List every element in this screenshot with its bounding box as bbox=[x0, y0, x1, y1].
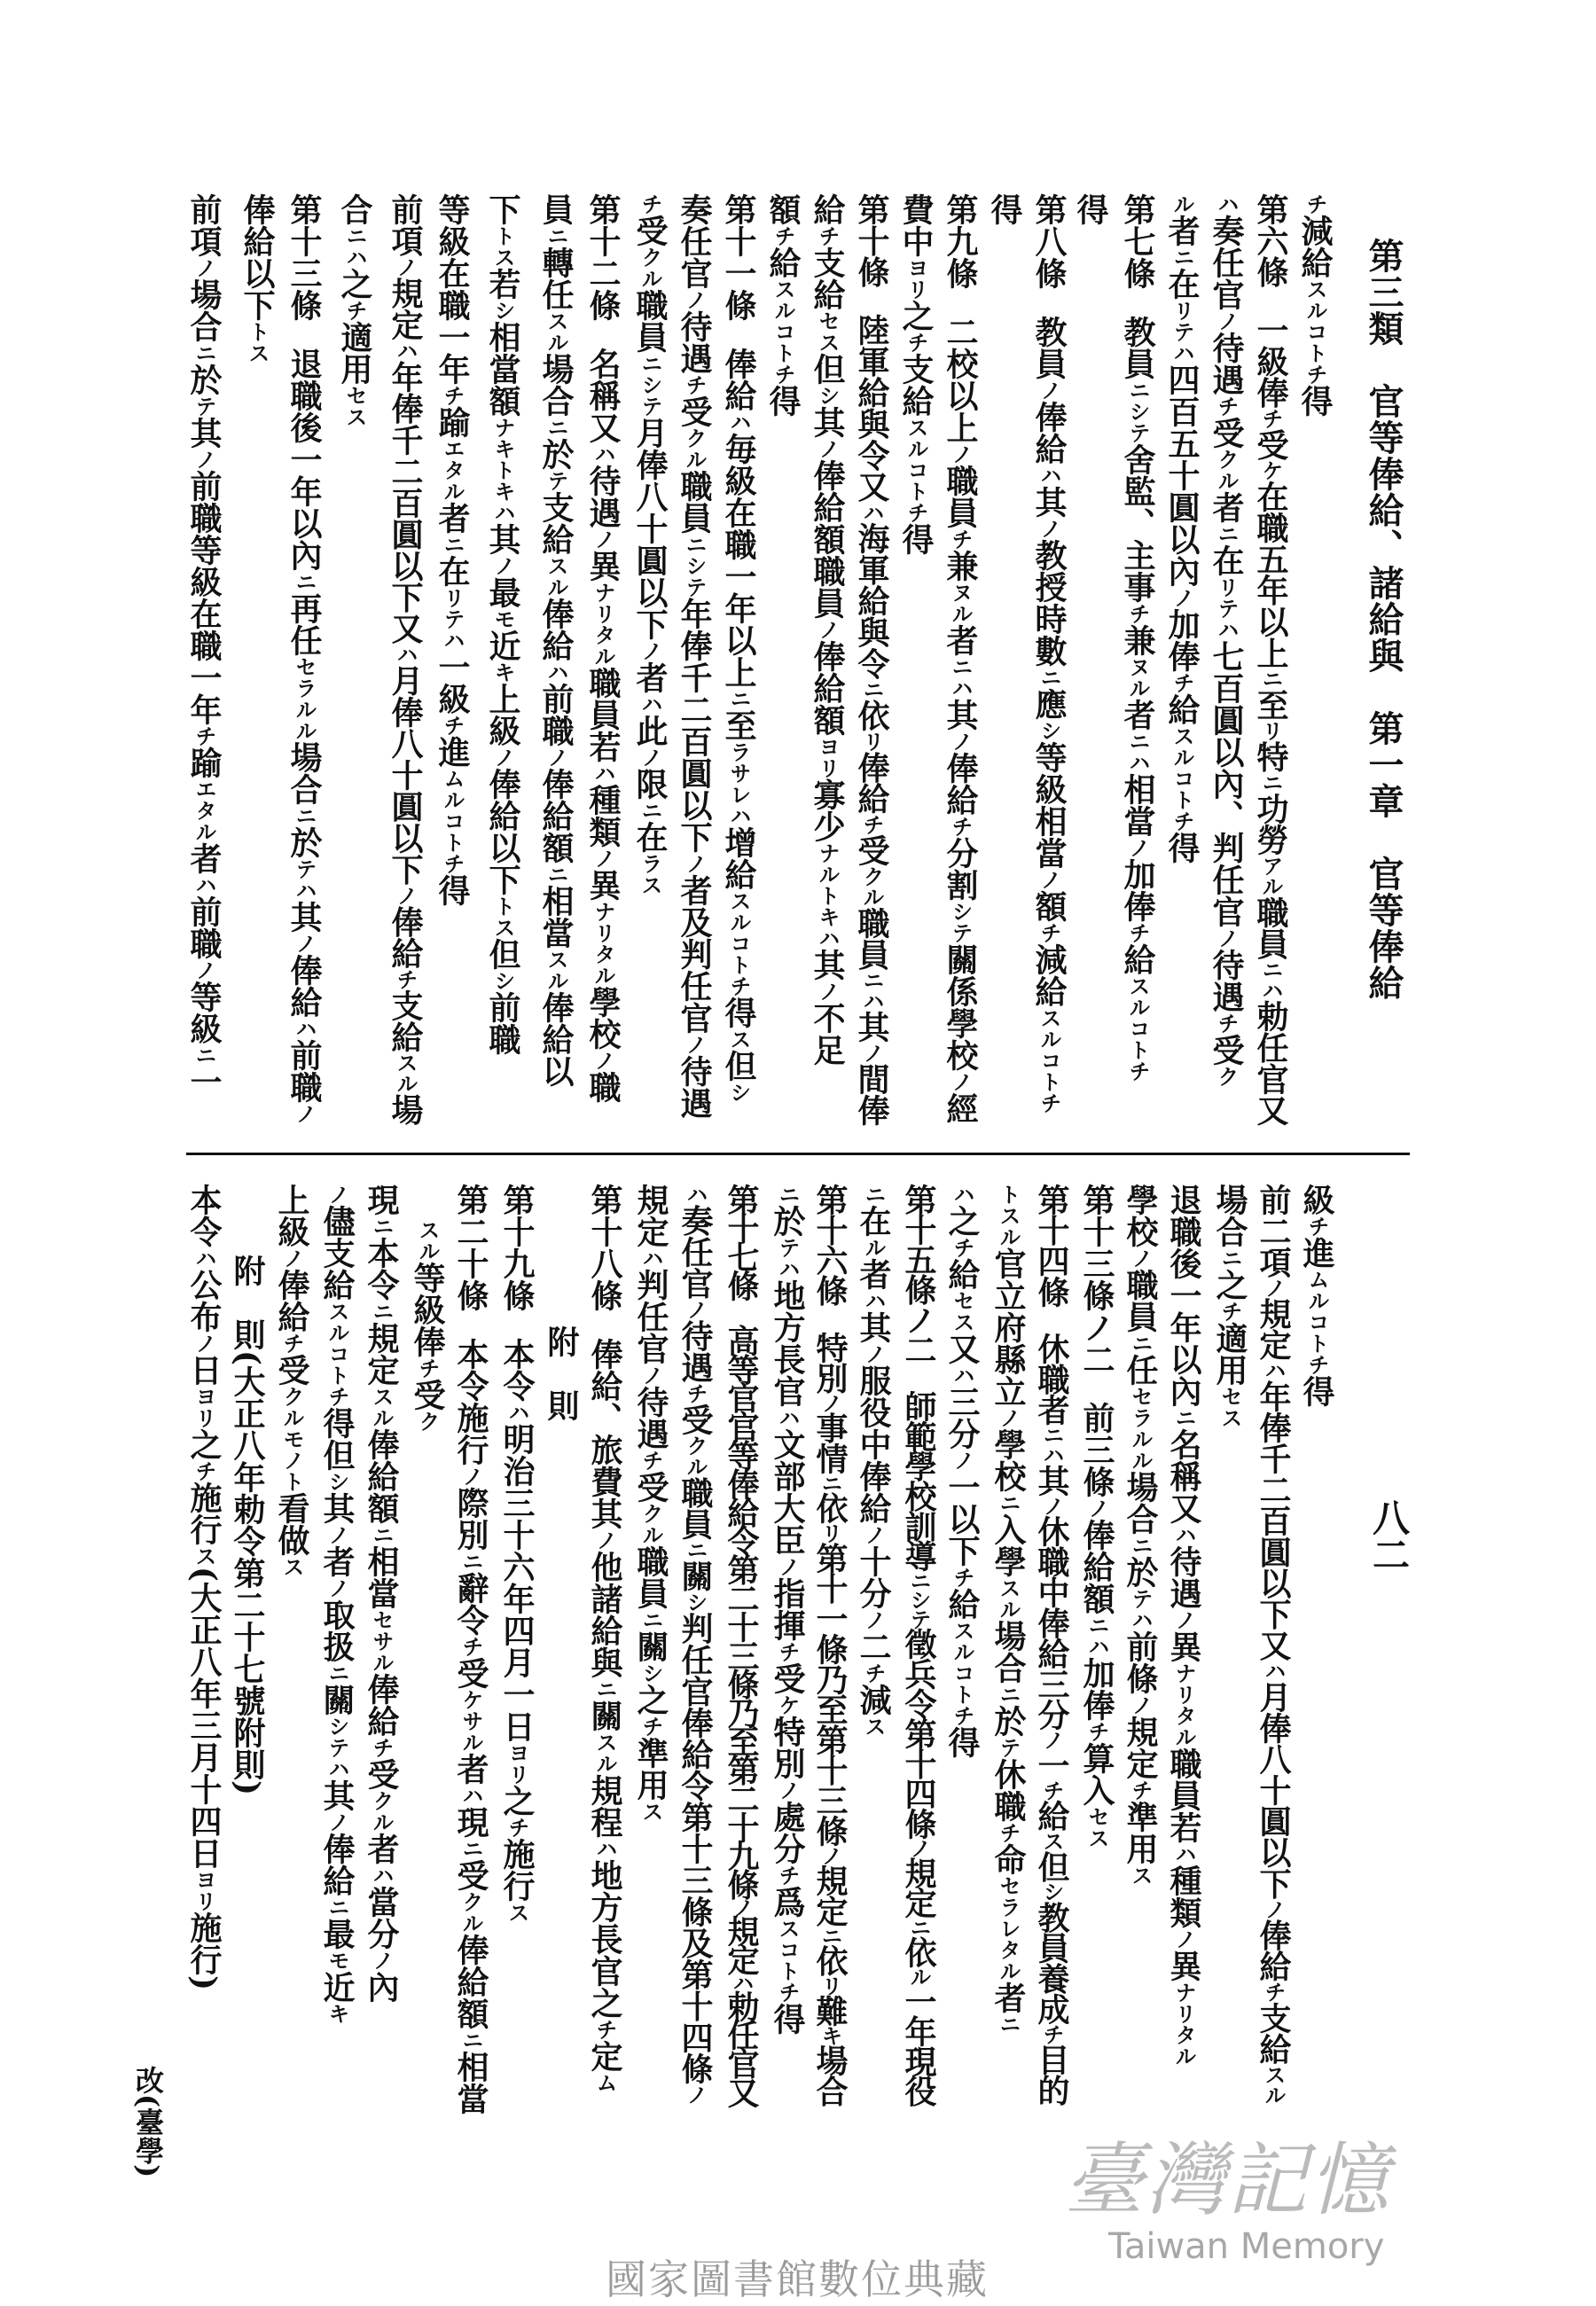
page-number: 八二 bbox=[1367, 1498, 1411, 1573]
line-text: ル者ニ在リテハ四百五十圓以內ノ加俸チ給スルコトチ得 bbox=[1163, 193, 1201, 864]
watermark-chinese: 臺灣記憶 bbox=[1064, 2134, 1390, 2227]
line-text: 一級俸チ受ケ在職五年以上ニ至リ特ニ功勞アル職員ニハ勅任官又 bbox=[1252, 313, 1289, 1125]
article-line bbox=[716, 193, 762, 1103]
text-line bbox=[628, 1184, 674, 1822]
line-text: 本令施行ノ際別ニ辭令チ受ケサル者ハ現ニ受クル俸給額ニ相當 bbox=[452, 1338, 489, 2114]
article-number: 第十八條 bbox=[586, 1184, 623, 1311]
text-line bbox=[358, 1184, 404, 2003]
line-text: 陸軍給與令又ハ海軍給與令ニ依リ俸給チ受クル職員ニハ其ノ間俸 bbox=[853, 313, 890, 1125]
line-text: 二校以上ノ職員チ兼ヌル者ニハ其ノ俸給チ分割シテ關係學校ノ經 bbox=[942, 316, 979, 1124]
text-line bbox=[314, 1184, 360, 2024]
article-line bbox=[1115, 193, 1161, 1082]
article-line bbox=[937, 193, 983, 1124]
text-line bbox=[429, 193, 475, 906]
article-line bbox=[1248, 193, 1294, 1125]
text-line bbox=[1117, 1184, 1163, 1886]
taiwan-memory-watermark bbox=[1064, 2134, 1436, 2279]
text-line bbox=[1068, 193, 1114, 225]
article-number: 第十三條ノ二 bbox=[1078, 1184, 1115, 1375]
text-line bbox=[1207, 1184, 1253, 1428]
article-line bbox=[448, 1184, 494, 2114]
article-number: 第九條 bbox=[942, 193, 979, 289]
line-text: 合ニハ之チ適用セス bbox=[336, 193, 373, 427]
line-text: チ減給スルコトチ得 bbox=[1296, 193, 1334, 417]
line-text: 等級在職一年チ踰エタル者ニ在リテハ一級チ進ムルコトチ得 bbox=[434, 193, 471, 906]
line-text: 現ニ本令ニ規定スル俸給額ニ相當セサル俸給チ受クル者ハ當分ノ內 bbox=[363, 1184, 400, 2003]
line-text: 得 bbox=[986, 193, 1023, 225]
text-line bbox=[1294, 1184, 1340, 1407]
text-line bbox=[1250, 1184, 1296, 2105]
article-number: 第十一條 bbox=[720, 193, 757, 321]
article-number: 第十五條ノ二 bbox=[900, 1184, 937, 1364]
line-text: トスル官立府縣立ノ學校ニ入學スル場合ニ於テ休職チ命セラレタル者ニ bbox=[990, 1184, 1027, 2035]
line-text: 下トス若シ相當額ナキトキハ其ノ最モ近キ上級ノ俸給以下トス但シ前職 bbox=[484, 193, 521, 1055]
line-text: 本令ハ公布ノ日ヨリ之チ施行ス(大正八年三月十四日ヨリ施行) bbox=[185, 1184, 223, 1991]
line-text: ハ奏任官ノ待遇チ受クル者ニ在リテハ七百圓以內、判任官ノ待遇チ受ク bbox=[1208, 193, 1245, 1087]
article-number: 第十四條 bbox=[1033, 1184, 1070, 1307]
article-line bbox=[580, 193, 626, 1103]
line-text: 前二項ノ規定ハ年俸千二百圓以下又ハ月俸八十圓以下ノ俸給チ支給スル bbox=[1255, 1184, 1292, 2105]
line-text: ニ在ル者ハ其ノ服役中俸給ノ十分ノ二チ減ス bbox=[855, 1184, 892, 1737]
text-line bbox=[269, 1184, 315, 1577]
article-line bbox=[582, 1184, 628, 2093]
library-footer: 國家圖書館數位典藏 bbox=[606, 2255, 989, 2303]
article-number: 第八條 bbox=[1030, 193, 1068, 289]
line-text: 奏任官ノ待遇チ受クル職員ニシテ年俸千二百圓以下ノ者及判任官ノ待遇 bbox=[676, 193, 713, 1119]
line-text: 高等官官等俸給令第二十三條乃至第二十九條ノ規定ハ勅任官又 bbox=[723, 1325, 760, 2105]
text-line bbox=[1159, 193, 1205, 864]
line-text: 師範學校訓導ニシテ徵兵令第十四條ノ規定ニ依ル一年現役 bbox=[900, 1389, 937, 2105]
text-line bbox=[982, 193, 1028, 225]
line-text: 俸給以下トス bbox=[239, 193, 276, 363]
line-text: 俸給、旅費其ノ他諸給與ニ關スル規程ハ地方長官之チ定ム bbox=[586, 1338, 623, 2093]
line-text: 員ニ轉任スル場合ニ於テ支給スル俸給ハ前職ノ俸給額ニ相當スル俸給以 bbox=[537, 193, 575, 1087]
text-line bbox=[224, 1255, 270, 1795]
article-number: 第六條 bbox=[1252, 193, 1289, 287]
line-text: 特別ノ事情ニ依リ第十一條乃至第十三條ノ規定ニ依リ難キ場合 bbox=[811, 1331, 849, 2105]
line-text: ハ奏任官ノ待遇チ受クル職員ニ關シ判任官俸給令第十三條及第十四條ノ bbox=[677, 1184, 714, 2105]
line-text: 前項ノ場合ニ於テ其ノ前職等級在職一年チ踰エタル者ハ前職ノ等級ニ一 bbox=[185, 193, 223, 1098]
text-line bbox=[480, 193, 526, 1055]
article-line bbox=[807, 1184, 853, 2105]
article-number: 第十七條 bbox=[723, 1184, 760, 1299]
text-line bbox=[533, 193, 579, 1087]
line-text: 給チ支給セス但シ其ノ俸給額職員ノ俸給額ヨリ寡少ナルトキハ其ノ不足 bbox=[809, 193, 846, 1066]
article-line bbox=[1029, 1184, 1075, 2105]
text-line bbox=[332, 193, 378, 427]
text-line bbox=[804, 193, 850, 1066]
article-number: 第十六條 bbox=[811, 1184, 849, 1305]
line-text: 退職後一年以內ニ再任セラルル場合ニ於テハ其ノ俸給ハ前職ノ bbox=[286, 348, 323, 1124]
text-line bbox=[671, 193, 717, 1119]
article-number: 第十二條 bbox=[584, 193, 622, 321]
text-line bbox=[538, 1325, 584, 1421]
text-line bbox=[627, 193, 673, 895]
text-line bbox=[939, 1184, 985, 1758]
text-line bbox=[234, 193, 280, 363]
revision-stamp: 改(臺學) bbox=[131, 2066, 165, 2178]
line-text: 前項ノ規定ハ年俸千二百圓以下又ハ月俸八十圓以下ノ俸給チ支給スル場 bbox=[387, 193, 424, 1125]
article-line bbox=[1026, 193, 1072, 1114]
line-text: スル等級俸チ受ク bbox=[409, 1219, 446, 1432]
line-text: 附 則 bbox=[543, 1325, 580, 1421]
text-line bbox=[985, 1184, 1031, 2035]
line-text: 名稱又ハ待遇ノ異ナリタル職員若ハ種類ノ異ナリタル學校ノ職 bbox=[584, 348, 622, 1103]
line-text: 上級ノ俸給チ受クルモノト看做ス bbox=[273, 1184, 310, 1577]
line-text: 規定ハ判任官ノ待遇チ受クル職員ニ關シ之チ準用ス bbox=[632, 1184, 669, 1822]
line-text: 附 則(大正八年勅令第二十七號附則) bbox=[229, 1255, 266, 1796]
text-line bbox=[382, 193, 428, 1125]
line-text: ハ之チ給セス又ハ三分ノ一以下チ給スルコトチ得 bbox=[943, 1184, 981, 1758]
text-line bbox=[893, 193, 939, 555]
text-line bbox=[850, 1184, 896, 1737]
text-line bbox=[1292, 193, 1338, 417]
article-line bbox=[494, 1184, 540, 1923]
article-number: 第十九條 bbox=[498, 1184, 536, 1311]
text-line bbox=[1203, 193, 1249, 1087]
line-text: 學校ノ職員ニ任セラルル場合ニ於テハ前條ノ規定チ準用ス bbox=[1122, 1184, 1159, 1886]
text-line bbox=[672, 1184, 718, 2105]
line-text: 本令ハ明治三十六年四月一日ヨリ之チ施行ス bbox=[498, 1338, 536, 1923]
text-line bbox=[760, 193, 806, 417]
text-line bbox=[404, 1219, 450, 1432]
section-divider bbox=[186, 1153, 1410, 1155]
line-text: 級チ進ムルコトチ得 bbox=[1298, 1184, 1335, 1407]
line-text: 教員ノ俸給ハ其ノ教授時數ニ應シ等級相當ノ額チ減給スルコトチ bbox=[1030, 316, 1068, 1114]
text-line bbox=[181, 1184, 227, 1990]
article-number: 第十三條 bbox=[286, 193, 323, 321]
article-line bbox=[281, 193, 327, 1124]
line-text: 前三條ノ俸給額ニハ加俸チ算入セス bbox=[1078, 1402, 1115, 1849]
line-text: ノ儘支給スルコトチ得但シ其ノ者ノ取扱ニ關シテハ其ノ俸給ニ最モ近キ bbox=[318, 1184, 356, 2024]
article-line bbox=[1074, 1184, 1120, 1849]
article-line bbox=[896, 1184, 942, 2105]
line-text: ニ於テハ地方長官ハ文部大臣ノ指揮チ受ケ特別ノ處分チ爲スコトチ得 bbox=[769, 1184, 806, 2035]
line-text: チ受クル職員ニシテ月俸八十圓以下ノ者ハ此ノ限ニ在ラス bbox=[631, 193, 669, 895]
line-text: 俸給ハ毎級在職一年以上ニ至ラサレハ增給スルコトチ得ス但シ bbox=[720, 348, 757, 1103]
line-text: 退職後一年以內ニ名稱又ハ待遇ノ異ナリタル職員若ハ種類ノ異ナリタル bbox=[1165, 1184, 1202, 2067]
running-title: 第三類 官等俸給、諸給與 第一章 官等俸給 bbox=[1363, 238, 1404, 1001]
line-text: 得 bbox=[1072, 193, 1109, 225]
line-text: 費中ヨリ之チ支給スルコトチ得 bbox=[897, 193, 935, 555]
article-number: 第十條 bbox=[853, 193, 890, 287]
text-line bbox=[764, 1184, 810, 2035]
article-line bbox=[849, 193, 895, 1125]
line-text: 教員ニシテ舍監、主事チ兼ヌル者ニハ相當ノ加俸チ給スルコトチ bbox=[1119, 316, 1156, 1082]
watermark-english: Taiwan Memory bbox=[1108, 2226, 1385, 2267]
line-text: 額チ給スルコトチ得 bbox=[764, 193, 802, 417]
article-line bbox=[718, 1184, 764, 2105]
article-number: 第七條 bbox=[1119, 193, 1156, 289]
line-text: 休職者ニハ其ノ休職中俸給三分ノ一チ給ス但シ教員養成チ目的 bbox=[1033, 1333, 1070, 2105]
article-number: 第二十條 bbox=[452, 1184, 489, 1311]
text-line bbox=[1161, 1184, 1207, 2067]
line-text: 場合ニ之チ適用セス bbox=[1211, 1184, 1248, 1428]
text-line bbox=[181, 193, 227, 1098]
